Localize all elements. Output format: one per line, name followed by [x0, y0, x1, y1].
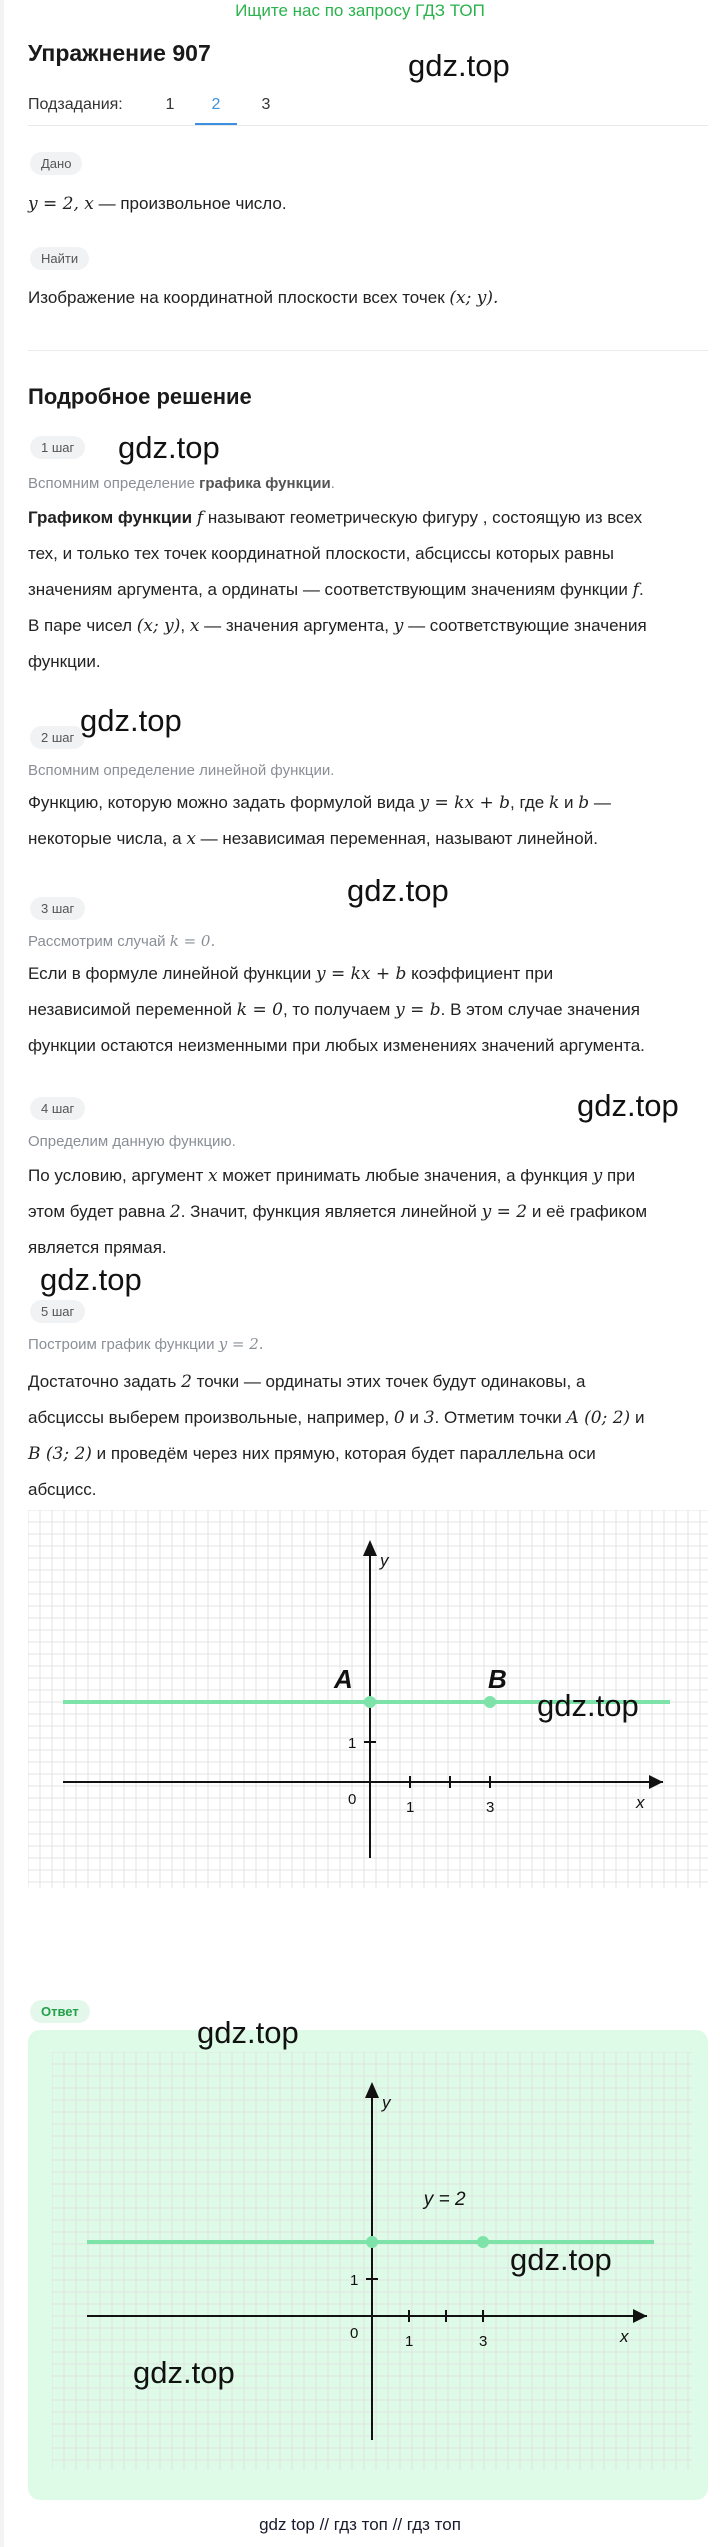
step-4-text: По условию, аргумент x может принимать любые значения, а функция y при этом будет равна 2. Значит, функция является линейной y = 2 и её графиком является прямая. — [28, 1166, 648, 1257]
tick-label-origin: 0 — [348, 1791, 357, 1808]
point-marker — [366, 2236, 378, 2248]
step-2-hint: Вспомним определение линейной функции. — [28, 762, 335, 779]
step-3-hint: Рассмотрим случай k = 0. — [28, 932, 216, 950]
page-title: Упражнение 907 — [28, 40, 211, 66]
left-rule — [0, 0, 4, 2547]
watermark: gdz.top — [408, 48, 510, 83]
x-axis-arrow — [649, 1775, 663, 1789]
tick-label-x: 3 — [486, 1799, 495, 1816]
step-1-definition: Графиком функции f называют геометрическую фигуру , состоящую из всех тех, и только тех точек координатной плоскости, абсциссы которых равны значениям аргумента, а ординаты — соответствующим значениям функции f. В паре чисел (x; y), x — значения аргумента, y — соответствующие значения функции. — [28, 508, 647, 671]
step-1-badge: 1 шаг — [30, 436, 85, 459]
given-text: y = 2, x — произвольное число. — [28, 194, 287, 214]
tick-label-y: 1 — [348, 1735, 357, 1752]
watermark: gdz.top — [537, 1688, 639, 1723]
section-divider — [28, 350, 708, 351]
point-label: B — [488, 1664, 507, 1694]
tick-label-y: 1 — [350, 2272, 359, 2289]
tab-subtask-2[interactable]: 2 — [211, 96, 221, 113]
y-axis-label: y — [380, 1551, 389, 1570]
point-marker — [364, 1696, 376, 1708]
solution-title: Подробное решение — [28, 384, 252, 409]
given-badge: Дано — [30, 152, 82, 175]
watermark: gdz.top — [118, 430, 220, 465]
step-3-text: Если в формуле линейной функции y = kx + b коэффициент при независимой переменной k = 0, то получаем y = b. В этом случае значения функции остаются неизменными при любых изменениях значений аргумента. — [28, 964, 645, 1055]
tab-subtask-1[interactable]: 1 — [165, 96, 175, 113]
step-2-definition: Функцию, которую можно задать формулой вида y = kx + b, где k и b — некоторые числа, а x — независимая переменная, называют линейной. — [28, 793, 611, 849]
x-axis-label: x — [620, 2327, 629, 2346]
y-axis-arrow — [363, 1540, 377, 1556]
step-4-badge: 4 шаг — [30, 1097, 85, 1120]
find-text: Изображение на координатной плоскости всех точек (x; y). — [28, 288, 499, 308]
tick-label-origin: 0 — [350, 2325, 359, 2342]
x-axis-label: x — [636, 1793, 645, 1812]
y-axis-label: y — [382, 2093, 391, 2112]
watermark: gdz.top — [40, 1262, 142, 1297]
active-tab-indicator — [195, 123, 237, 125]
watermark: gdz.top — [510, 2242, 612, 2277]
search-hint-banner: Ищите нас по запросу ГДЗ ТОП — [235, 1, 485, 20]
step-1-hint: Вспомним определение графика функции. — [28, 475, 335, 492]
step-4-hint: Определим данную функцию. — [28, 1133, 236, 1150]
tick-label-x: 3 — [479, 2333, 488, 2350]
tick-label-x: 1 — [405, 2333, 414, 2350]
tick-label-x: 1 — [406, 1799, 415, 1816]
subtasks-label: Подзадания: — [28, 96, 123, 113]
tab-subtask-3[interactable]: 3 — [261, 96, 271, 113]
point-label: A — [334, 1664, 353, 1694]
tabs-divider — [28, 125, 708, 126]
footer-links: gdz top // гдз топ // гдз топ — [259, 2515, 461, 2534]
step-2-badge: 2 шаг — [30, 726, 85, 749]
watermark: gdz.top — [347, 873, 449, 908]
line-annotation: y = 2 — [423, 2189, 466, 2210]
watermark: gdz.top — [197, 2015, 299, 2050]
point-marker — [477, 2236, 489, 2248]
answer-badge: Ответ — [30, 2000, 90, 2023]
find-badge: Найти — [30, 247, 89, 270]
step-5-badge: 5 шаг — [30, 1300, 85, 1323]
step-3-badge: 3 шаг — [30, 897, 85, 920]
point-marker — [484, 1696, 496, 1708]
watermark: gdz.top — [133, 2355, 235, 2390]
watermark: gdz.top — [80, 703, 182, 738]
step-5-text: Достаточно задать 2 точки — ординаты этих точек будут одинаковы, а абсциссы выберем произвольные, например, 0 и 3. Отметим точки A (0; 2) и B (3; 2) и проведём через них прямую, которая будет параллельна оси абсцисс. — [28, 1372, 645, 1499]
watermark: gdz.top — [577, 1088, 679, 1123]
y-axis-arrow — [365, 2082, 379, 2098]
step-5-hint: Построим график функции y = 2. — [28, 1335, 264, 1353]
